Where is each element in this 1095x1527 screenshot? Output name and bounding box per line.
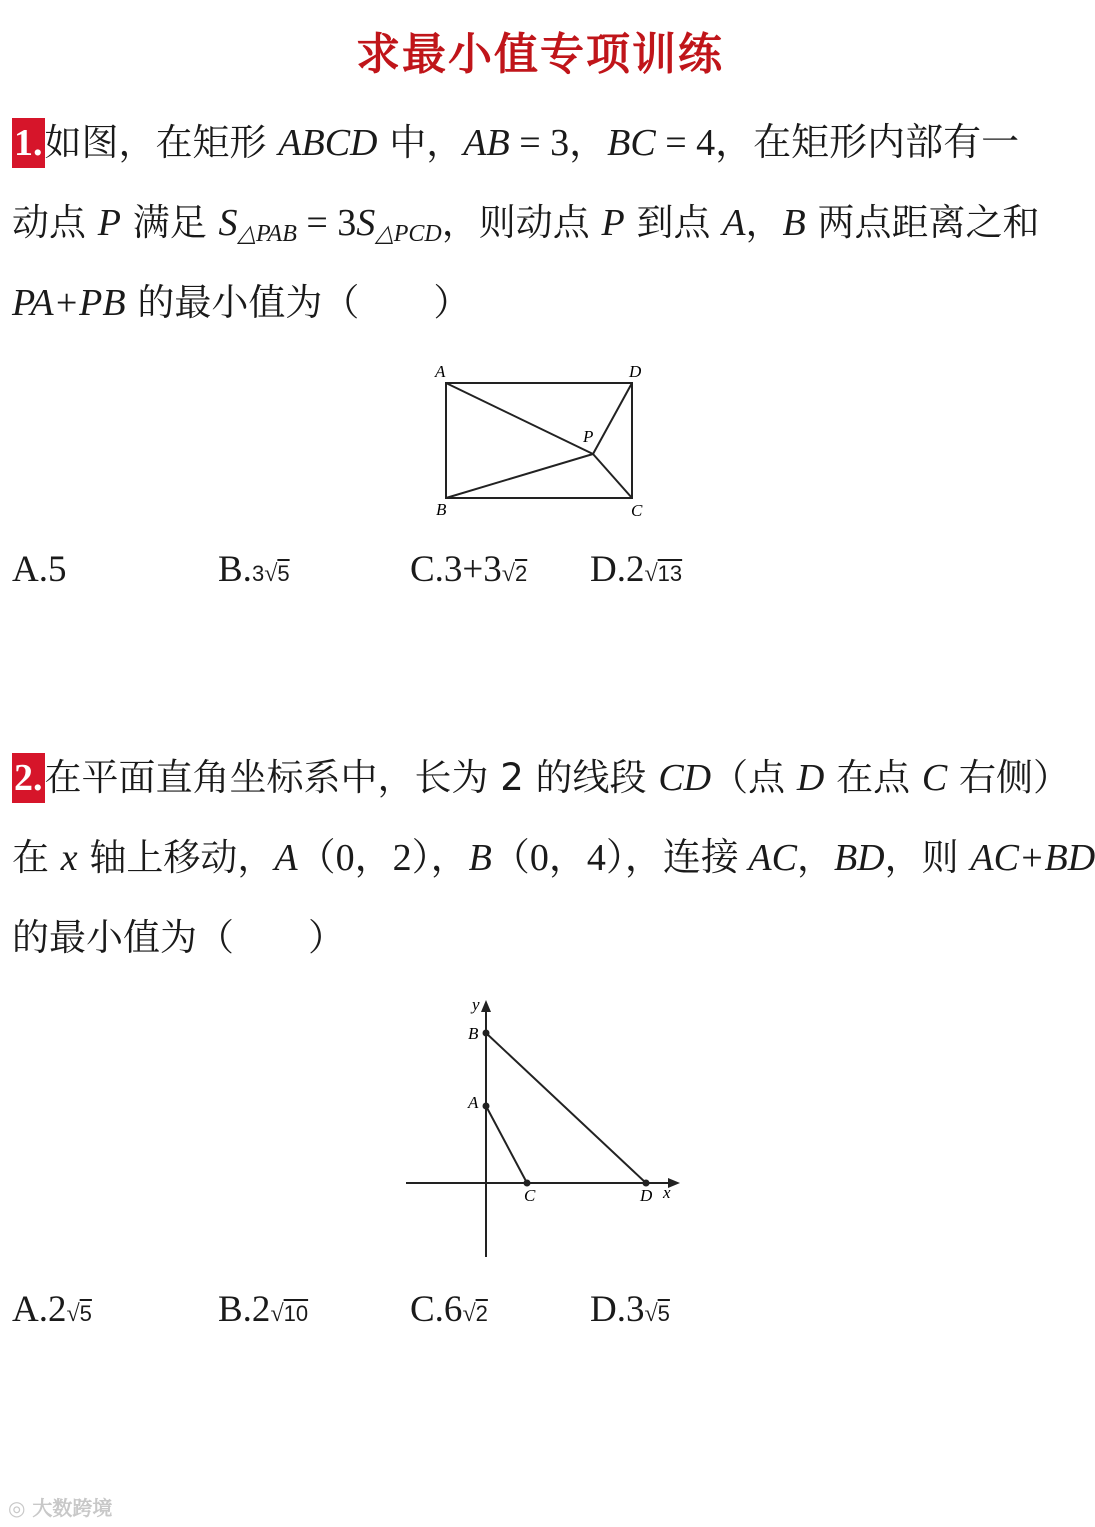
q2-option-b[interactable]: [218, 1285, 308, 1339]
q2-point-a: A: [274, 837, 298, 879]
q2-option-c[interactable]: [410, 1285, 488, 1339]
q2-segment-bd: BD: [833, 837, 885, 879]
q2-label-y: y: [472, 995, 480, 1014]
q1-point-a: A: [722, 202, 746, 244]
q2-segment-ac: AC: [748, 837, 797, 879]
q1-option-d-radicand: 13: [657, 561, 683, 586]
q1-point-b: B: [782, 202, 806, 244]
q2-option-d-prefix: D.3: [590, 1289, 645, 1330]
q1-text: 如图，在矩形: [44, 121, 279, 164]
q2-text: 轴上移动，: [77, 836, 275, 879]
q2-option-a-radicand: 5: [79, 1301, 92, 1326]
watermark: [8, 1492, 112, 1521]
q1-label-a: A: [435, 362, 446, 381]
q2-point-d: D: [796, 757, 825, 799]
q1-text: 两点距离之和: [805, 201, 1040, 244]
q2-option-c-prefix: C.6: [410, 1289, 463, 1330]
q2-point-c: C: [921, 757, 948, 799]
q2-option-b-radicand: 10: [283, 1301, 309, 1326]
q2-text: 在点: [824, 756, 922, 799]
q2-point-a-coord: （0，2），: [297, 837, 469, 879]
q1-line-2: [12, 198, 1039, 259]
q2-option-b-prefix: B.2: [218, 1289, 271, 1330]
q1-option-a-text: A.5: [12, 549, 67, 590]
q2-segment-cd: CD: [658, 757, 712, 799]
q2-option-d-radicand: 5: [657, 1301, 670, 1326]
q1-text: 动点: [12, 201, 98, 244]
q1-ab-value: = 3，: [509, 122, 608, 164]
page-title: 求最小值专项训练: [356, 29, 724, 80]
q1-label-b: B: [436, 500, 447, 519]
q2-line-3: [12, 913, 345, 963]
q1-expression: PA+PB: [12, 282, 126, 324]
q2-x-axis-name: x: [60, 837, 78, 879]
sqrt-icon: √: [644, 561, 658, 587]
q2-label-b: B: [468, 1024, 479, 1043]
sqrt-icon: √: [66, 1301, 80, 1327]
sqrt-icon: √: [462, 1301, 476, 1327]
q1-option-b-radicand: 5: [277, 561, 290, 586]
sqrt-icon: √: [264, 561, 278, 587]
q2-text: 在: [12, 836, 61, 879]
q1-label-c: C: [631, 501, 643, 520]
q1-option-b[interactable]: [218, 545, 290, 599]
q2-option-a[interactable]: [12, 1285, 92, 1339]
watermark-logo-icon: ◎: [8, 1496, 26, 1520]
q2-option-c-radicand: 2: [475, 1301, 488, 1326]
q2-figure: [400, 995, 690, 1260]
q2-line-1: [12, 753, 1070, 803]
q1-text: ，则动点: [441, 201, 602, 244]
q2-label-c: C: [524, 1186, 536, 1205]
q1-label-p: P: [583, 427, 594, 446]
q1-option-b-prefix: B.: [218, 549, 252, 590]
q2-text: 在平面直角坐标系中，长为 2 的线段: [44, 756, 659, 799]
q2-point-b: B: [468, 837, 492, 879]
q1-bc-value: = 4，在矩形内部有一: [655, 122, 1020, 164]
q2-label-a: A: [468, 1093, 479, 1112]
q2-option-d[interactable]: [590, 1285, 670, 1339]
q1-figure: [425, 358, 655, 523]
q2-option-a-prefix: A.2: [12, 1289, 67, 1330]
watermark-text: 大数跨境: [32, 1496, 113, 1520]
q2-text: ，则: [884, 836, 971, 879]
q2-number-badge: 2.: [12, 753, 45, 803]
q2-text: 右侧）: [947, 756, 1070, 799]
q2-point-b-coord: （0，4），连接: [491, 837, 749, 879]
q2-text: ，: [796, 836, 834, 879]
q2-label-d: D: [640, 1186, 653, 1205]
q1-option-c-prefix: C.3+3: [410, 549, 502, 590]
q1-area-eq: = 3: [296, 202, 357, 244]
q1-text: 中，: [377, 121, 464, 164]
q2-text: （点: [711, 756, 797, 799]
q1-number-badge: 1.: [12, 118, 45, 168]
q1-bc: BC: [607, 122, 656, 164]
q1-area-1-sub: △PAB: [237, 221, 297, 247]
q1-label-d: D: [629, 362, 642, 381]
sqrt-icon: √: [644, 1301, 658, 1327]
q2-label-x: x: [663, 1183, 671, 1202]
q2-text: 的最小值为（ ）: [12, 916, 345, 959]
q1-text: 满足: [120, 201, 219, 244]
q1-area-1: S: [218, 202, 238, 244]
q1-area-2: S: [356, 202, 376, 244]
q1-line-1: [12, 118, 1019, 168]
q1-area-2-sub: △PCD: [375, 221, 442, 247]
q2-sum-expression: AC+BD: [970, 837, 1095, 879]
sqrt-icon: √: [270, 1301, 284, 1327]
q1-text: ，: [745, 201, 783, 244]
q1-option-d[interactable]: [590, 545, 682, 599]
q2-line-2: [12, 833, 1095, 883]
q1-option-c-radicand: 2: [514, 561, 528, 586]
q1-option-b-coef: 3: [251, 561, 265, 586]
sqrt-icon: √: [501, 561, 515, 587]
q1-line-3: [12, 278, 470, 328]
q1-option-d-prefix: D.2: [590, 549, 645, 590]
q1-text: 到点: [624, 201, 723, 244]
q1-option-a[interactable]: [12, 545, 66, 595]
q1-point-p: P: [97, 202, 121, 244]
q1-point-p: P: [601, 202, 625, 244]
q1-text: 的最小值为（ ）: [125, 281, 471, 324]
q1-rect-name: ABCD: [278, 122, 378, 164]
q1-ab: AB: [463, 122, 510, 164]
q1-option-c[interactable]: [410, 545, 527, 599]
